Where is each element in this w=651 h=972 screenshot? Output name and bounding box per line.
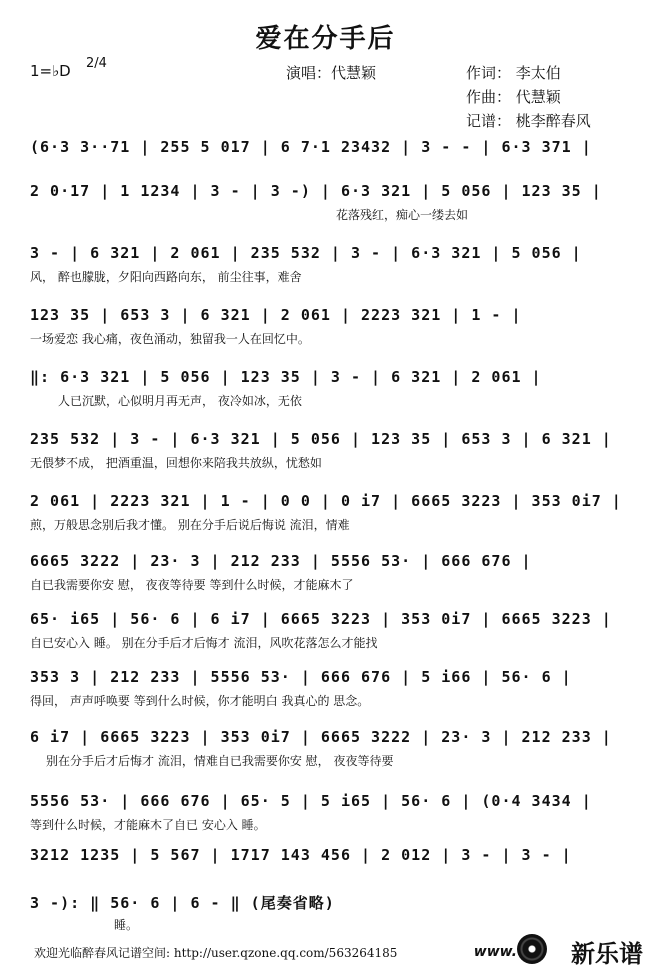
watermark-www: www. <box>473 944 517 960</box>
lyrics-line: 得回， 声声呼唤要 等到什么时候，你才能明白 我真心的 思念。 <box>30 694 370 708</box>
footer-url-text: 欢迎光临醉春风记谱空间: http://user.qzone.qq.com/563264185 <box>34 946 398 960</box>
notation-line: 3212 1235 | 5 567 | 1717 143 456 | 2 012 | 3 - | 3 - | <box>30 846 572 864</box>
lyrics-line: 煎，万般思念别后我才懂。 别在分手后说后悔说 流泪，情难 <box>30 518 350 532</box>
composer-credit: 作曲： 代慧颖 <box>466 88 561 106</box>
lyrics-line: 一场爱恋 我心痛，夜色涌动，独留我一人在回忆中。 <box>30 332 310 346</box>
lyrics-line: 人已沉默，心似明月再无声， 夜冷如冰，无依 <box>58 394 302 408</box>
notation-line: 6 i7 | 6665 3223 | 353 0i7 | 6665 3222 | 23· 3 | 212 233 | <box>30 728 612 746</box>
notation-line: 123 35 | 653 3 | 6 321 | 2 061 | 2223 321 | 1 - | <box>30 306 522 324</box>
lyricist-credit: 作词： 李太伯 <box>466 64 561 82</box>
time-signature <box>86 58 107 70</box>
lyrics-line: 等到什么时候，才能麻木了自已 安心入 睡。 <box>30 818 266 832</box>
transcriber-credit: 记谱： 桃李醉春风 <box>466 112 591 130</box>
lyrics-line: 无偎梦不成， 把酒重温，回想你来陪我共放纵，忧愁如 <box>30 456 322 470</box>
singer-credit: 演唱：代慧颖 <box>286 64 377 82</box>
lyrics-line: 睡。 <box>114 918 139 932</box>
site-logo: 新乐谱 <box>571 940 643 968</box>
notation-line: 6665 3222 | 23· 3 | 212 233 | 5556 53· | 666 676 | <box>30 552 532 570</box>
lyrics-line: 自已安心入 睡。 别在分手后才后悔才 流泪，风吹花落怎么才能找 <box>30 636 378 650</box>
notation-line: 2 061 | 2223 321 | 1 - | 0 0 | 0 i7 | 6665 3223 | 353 0i7 | <box>30 492 622 510</box>
notation-line: 3 - | 6 321 | 2 061 | 235 532 | 3 - | 6·3 321 | 5 056 | <box>30 244 582 262</box>
time-signature-text: 2/4 <box>86 56 107 71</box>
lyrics-line: 风， 醉也朦胧，夕阳向西路向东， 前尘往事，难舍 <box>30 270 302 284</box>
lyrics-line: 别在分手后才后悔才 流泪，情难自已我需要你安 慰， 夜夜等待要 <box>46 754 394 768</box>
notation-line: 353 3 | 212 233 | 5556 53· | 666 676 | 5 i66 | 56· 6 | <box>30 668 572 686</box>
key-signature: 1=♭D <box>30 62 71 80</box>
notation-line: 65· i65 | 56· 6 | 6 i7 | 6665 3223 | 353 0i7 | 6665 3223 | <box>30 610 612 628</box>
notation-line: ‖: 6·3 321 | 5 056 | 123 35 | 3 - | 6 321 | 2 061 | <box>30 368 542 386</box>
lyrics-line: 自已我需要你安 慰， 夜夜等待要 等到什么时候，才能麻木了 <box>30 578 354 592</box>
notation-line: 235 532 | 3 - | 6·3 321 | 5 056 | 123 35 | 653 3 | 6 321 | <box>30 430 612 448</box>
record-disc-icon <box>517 934 547 964</box>
notation-line: 3 -): ‖ 56· 6 | 6 - ‖ (尾奏省略) <box>30 894 335 912</box>
notation-line: 2 0·17 | 1 1234 | 3 - | 3 -) | 6·3 321 | 5 056 | 123 35 | <box>30 182 602 200</box>
notation-line: (6·3 3··71 | 255 5 017 | 6 7·1 23432 | 3 - - | 6·3 371 | <box>30 138 592 156</box>
lyrics-line: 花落残红，痴心一缕去如 <box>336 208 469 222</box>
notation-line: 5556 53· | 666 676 | 65· 5 | 5 i65 | 56· 6 | (0·4 3434 | <box>30 792 592 810</box>
song-title: 爱在分手后 <box>255 24 396 54</box>
